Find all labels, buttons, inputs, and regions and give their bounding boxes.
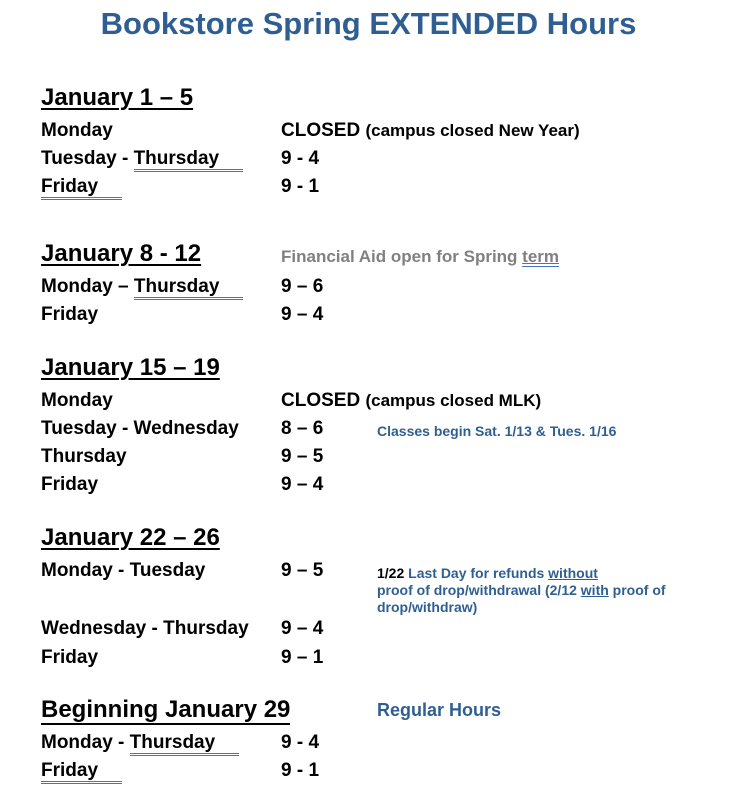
day-label: Friday (41, 304, 99, 325)
hours-value (281, 120, 580, 142)
hours-text: CLOSED (281, 390, 361, 411)
week-heading: January 8 - 12 (41, 240, 202, 267)
hours-value: 9 - 4 (281, 732, 320, 753)
week-heading: January 1 – 5 (41, 84, 194, 111)
spellcheck-marked-word: Thursday (134, 148, 244, 172)
hours-value: 9 – 5 (281, 446, 324, 467)
hours-text: CLOSED (281, 120, 361, 141)
hours-value: 9 – 4 (281, 304, 324, 325)
hours-value: 9 – 6 (281, 276, 324, 297)
day-label (41, 760, 122, 782)
spellcheck-marked-word: Friday (41, 760, 122, 784)
week-heading: January 22 – 26 (41, 524, 220, 551)
refund-text: Last Day for refunds (404, 565, 549, 581)
heading-note: Regular Hours (377, 700, 502, 720)
day-label: Monday - Tuesday (41, 560, 206, 581)
refund-emphasis: with (580, 582, 609, 598)
day-label: Monday (41, 390, 113, 411)
page-title: Bookstore Spring EXTENDED Hours (100, 6, 637, 41)
day-label: Thursday (41, 446, 127, 467)
hours-value: 8 – 6 (281, 418, 324, 439)
hours-note: (campus closed MLK) (365, 391, 542, 410)
refund-text: proof of drop/withdraw) (377, 582, 666, 615)
spellcheck-marked-word: term (522, 247, 560, 266)
spellcheck-marked-word: Friday (41, 176, 122, 200)
day-label (41, 276, 243, 298)
refund-text: proof of drop/withdrawal (2/12 (377, 582, 581, 598)
day-label: Tuesday - Wednesday (41, 418, 239, 439)
week-heading: January 15 – 19 (41, 354, 220, 381)
schedule-note: Classes begin Sat. 1/13 & Tues. 1/16 (377, 423, 617, 439)
day-label (41, 148, 243, 170)
heading-note (281, 247, 559, 267)
hours-value: 9 - 1 (281, 176, 320, 197)
hours-note: (campus closed New Year) (365, 121, 580, 140)
hours-value: 9 - 4 (281, 148, 320, 169)
hours-value: 9 – 5 (281, 560, 324, 581)
heading-note-text: Financial Aid open for Spring (281, 247, 523, 266)
hours-value: 9 – 4 (281, 474, 324, 495)
day-label (41, 732, 239, 754)
day-label: Wednesday - Thursday (41, 618, 249, 639)
day-label-text: Monday - (41, 732, 130, 753)
refund-emphasis: without (548, 565, 598, 581)
week-heading: Beginning January 29 (41, 696, 291, 723)
day-label: Monday (41, 120, 113, 141)
day-label: Friday (41, 647, 99, 668)
hours-value (281, 390, 541, 412)
spellcheck-marked-word: Thursday (130, 732, 240, 756)
day-label-text: Tuesday - (41, 148, 134, 169)
day-label (41, 176, 122, 198)
hours-value: 9 – 1 (281, 647, 324, 668)
day-label-text: Monday – (41, 276, 134, 297)
day-label: Friday (41, 474, 99, 495)
spellcheck-marked-word: Thursday (134, 276, 244, 300)
refund-date: 1/22 (377, 565, 405, 581)
hours-value: 9 - 1 (281, 760, 320, 781)
hours-value: 9 – 4 (281, 618, 324, 639)
refund-note (377, 565, 707, 616)
